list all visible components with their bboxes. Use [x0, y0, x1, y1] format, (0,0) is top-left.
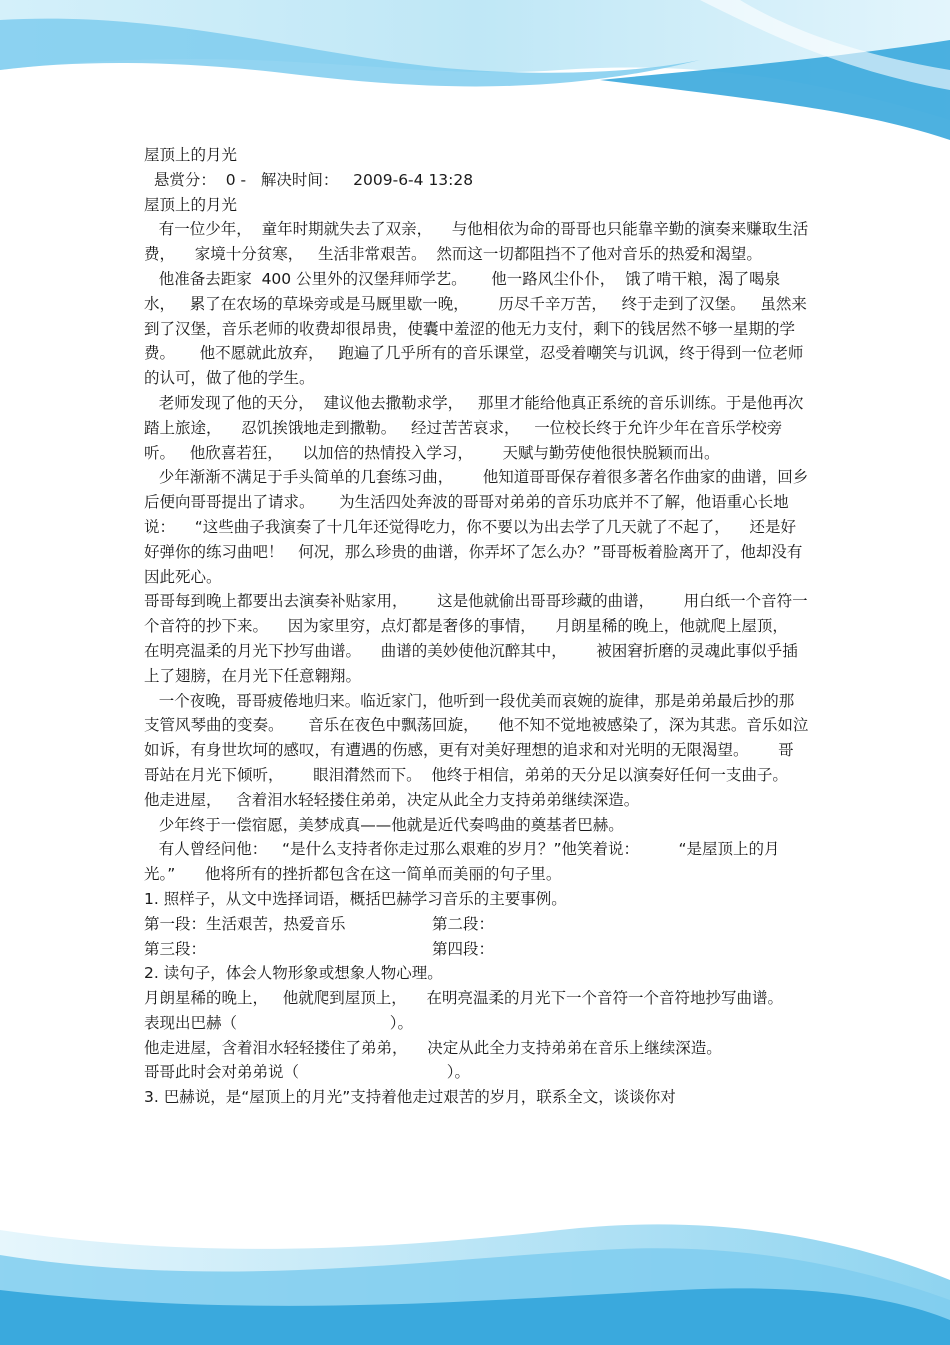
answer-para-2: 第二段： [432, 914, 495, 933]
story-paragraph-6: 一个夜晚，哥哥疲倦地归来。临近家门，他听到一段优美而哀婉的旋律，那是弟弟最后抄的那支管风琴曲的变奏。 音乐在夜色中飘荡回旋， 他不知不觉地被感染了，深为其悲。音乐如泣如诉，有身世坎坷的感叹，有遭遇的伤感，更有对美好理想的追求和对光明的无限渴望。 哥哥站在月光下倾听， 眼泪潸然而下。 他终于相信，弟弟的天分足以演奏好任何一支曲子。 他走进屋， 含着泪水轻轻搂住弟弟，决定从此全力支持弟弟继续深造。 [144, 691, 818, 809]
question-1-row-2 [144, 937, 809, 962]
story-paragraph-8: 有人曾经问他： “是什么支持者你走过那么艰难的岁月？”他笑着说： “是屋顶上的月光。” 他将所有的挫折都包含在这一简单而美丽的句子里。 [144, 840, 780, 884]
meta-line: 悬赏分： 0 - 解决时间： 2009-6-4 13:28 [144, 170, 474, 189]
question-2-sentence-2: 他走进屋，含着泪水轻轻搂住了弟弟， 决定从此全力支持弟弟在音乐上继续深造。 [144, 1038, 722, 1057]
article-title: 屋顶上的月光 [144, 195, 238, 214]
page-title: 屋顶上的月光 [144, 146, 238, 164]
question-3: 3. 巴赫说，是“屋顶上的月光”支持着他走过艰苦的岁月，联系全文，谈谈你对 [144, 1088, 676, 1107]
document-body [144, 143, 818, 1110]
story-paragraph-2: 他准备去距家 400 公里外的汉堡拜师学艺。 他一路风尘仆仆， 饿了啃干粮，渴了喝泉水， 累了在农场的草垛旁或是马厩里歇一晚， 历尽千辛万苦， 终于走到了汉堡。 虽然来到了汉堡，音乐老师的收费却很昂贵，使囊中羞涩的他无力支付，剩下的钱居然不够一星期的学费。 他不愿就此放弃， 跑遍了几乎所有的音乐课堂，忍受着嘲笑与讥讽，终于得到一位老师的认可，做了他的学生。 [144, 269, 807, 388]
question-2-sentence-1: 月朗星稀的晚上， 他就爬到屋顶上， 在明亮温柔的月光下一个音符一个音符地抄写曲谱。 [144, 989, 783, 1008]
answer-para-1: 第一段：生活艰苦，热爱音乐 [144, 914, 346, 933]
question-1-row-1 [144, 912, 809, 937]
story-paragraph-3: 老师发现了他的天分， 建议他去撒勒求学， 那里才能给他真正系统的音乐训练。于是他再次踏上旅途， 忍饥挨饿地走到撒勒。 经过苦苦哀求， 一位校长终于允许少年在音乐学校旁听。 他欣喜若狂， 以加倍的热情投入学习， 天赋与勤劳使他很快脱颖而出。 [144, 393, 804, 462]
story-paragraph-4: 少年渐渐不满足于手头简单的几套练习曲， 他知道哥哥保存着很多著名作曲家的曲谱，回乡后便向哥哥提出了请求。 为生活四处奔波的哥哥对弟弟的音乐功底并不了解，他语重心长地说： “这些曲子我演奏了十几年还觉得吃力，你不要以为出去学了几天就了不起了， 还是好好弹你的练习曲吧！ 何况，那么珍贵的曲谱，你弄坏了怎么办？”哥哥板着脸离开了，他却没有因此死心。 [144, 468, 809, 586]
question-1: 1. 照样子，从文中选择词语，概括巴赫学习音乐的主要事例。 [144, 889, 567, 908]
answer-para-4: 第四段： [432, 939, 495, 958]
story-paragraph-5: 哥哥每到晚上都要出去演奏补贴家用， 这是他就偷出哥哥珍藏的曲谱， 用白纸一个音符一个音符的抄下来。 因为家里穷，点灯都是奢侈的事情， 月朗星稀的晚上，他就爬上屋顶， 在明亮温柔的月光下抄写曲谱。 曲谱的美妙使他沉醉其中， 被困窘折磨的灵魂此事似乎插上了翅膀，在月光下任意翱翔。 [144, 592, 808, 685]
question-2-answer-2: 哥哥此时会对弟弟说（ ）。 [144, 1063, 471, 1082]
question-2-answer-1: 表现出巴赫（ ）。 [144, 1013, 413, 1032]
story-paragraph-1: 有一位少年， 童年时期就失去了双亲， 与他相依为命的哥哥也只能靠辛勤的演奏来赚取生活费， 家境十分贫寒， 生活非常艰苦。 然而这一切都阻挡不了他对音乐的热爱和渴望。 [144, 220, 809, 264]
story-paragraph-7: 少年终于一偿宿愿，美梦成真——他就是近代奏鸣曲的奠基者巴赫。 [158, 815, 624, 834]
question-2: 2. 读句子，体会人物形象或想象人物心理。 [144, 964, 443, 983]
answer-para-3: 第三段： [144, 939, 207, 958]
